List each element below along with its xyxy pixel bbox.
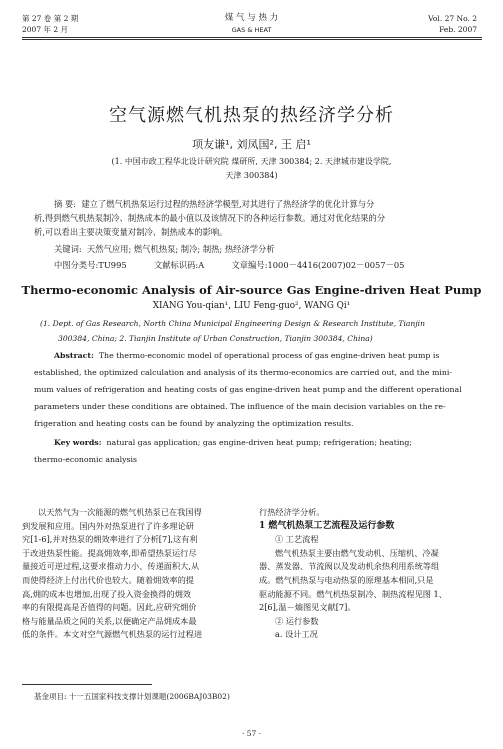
journal-volume: 第 27 卷 第 2 期 xyxy=(22,14,79,23)
body-left-column xyxy=(22,506,254,642)
body-left-line: 率的有限提高是否值得的问题。因此,应研究㶲价 xyxy=(22,602,197,613)
affiliation-en-line2: 300384, China; 2. Tianjin Institute of Urban Construction, Tianjin 300384, China) xyxy=(58,334,373,343)
journal-date: 2007 年 2 月 xyxy=(22,25,69,34)
abstract-zh-label: 摘 要: xyxy=(54,199,77,209)
clc-label: 中图分类号: xyxy=(54,260,99,270)
abstract-en-line-2: established, the optimized calculation and analysis of its thermo-economics are carried out, and the mini- xyxy=(34,368,453,377)
keywords-en-first xyxy=(54,437,474,449)
body-right-column xyxy=(259,506,491,642)
header-rule-1 xyxy=(22,37,482,38)
subsection-design-condition: a. 设计工况 xyxy=(275,629,318,640)
keywords-zh-text: 天然气应用; 燃气机热泵; 制冷; 制热; 热经济学分析 xyxy=(86,244,275,254)
abstract-zh xyxy=(54,198,454,211)
body-left-line: 高,㶲的成本也增加,出现了投入资金换得的㶲效 xyxy=(22,588,191,599)
abstract-zh-line2: 析,得到燃气机热泵制冷、制热成本的最小值以及该情况下的各种运行参数。通过对优化结果的分 xyxy=(34,213,386,223)
article-number-value: 1000－4416(2007)02－0057－05 xyxy=(267,260,405,270)
authors-zh: 项友谦¹, 刘凤国², 王 启¹ xyxy=(192,138,311,151)
keywords-zh-label: 关键词: xyxy=(54,244,82,254)
journal-volume-en: Vol. 27 No. 2 xyxy=(428,14,477,23)
abstract-zh-text-1: 建立了燃气机热泵运行过程的热经济学模型,对其进行了热经济学的优化计算与分 xyxy=(81,199,375,209)
body-right-line: 器、蒸发器、节流阀以及发动机余热利用系统等组 xyxy=(259,561,440,572)
journal-name-zh: 煤 气 与 热 力 xyxy=(224,13,279,23)
keywords-en-line-2: thermo-economic analysis xyxy=(34,455,138,464)
section-heading-1: 1 燃气机热泵工艺流程及运行参数 xyxy=(259,520,395,531)
subsection-operating-params: ② 运行参数 xyxy=(275,615,319,626)
journal-name-en: GAS & HEAT xyxy=(231,26,272,34)
paper-title-zh: 空气源燃气机热泵的热经济学分析 xyxy=(109,105,394,126)
abstract-en-line-4: parameters under these conditions are obtained. The influence of the main decision variables on the re- xyxy=(34,402,446,411)
doc-code-label: 文献标识码: xyxy=(153,260,199,270)
body-left-line: 而使得经济上付出代价也较大。随着㶲效率的提 xyxy=(22,574,194,585)
body-left-line: 格与能量品质之间的关系,以便确定产品㶲成本最 xyxy=(22,615,197,626)
article-number-label: 文章编号: xyxy=(231,260,268,270)
affiliation-zh-line2: 天津 300384) xyxy=(225,171,278,180)
funding-footnote: 基金项目: 十一五国家科技支撑计划课题(2006BAJ03B02) xyxy=(34,692,230,701)
header-rule-2 xyxy=(22,39,482,40)
page-number: · 57 · xyxy=(241,729,262,738)
affiliation-zh-line1: (1. 中国市政工程华北设计研究院 煤研所, 天津 300384; 2. 天津城市建设学院, xyxy=(111,157,392,166)
keywords-en-label: Key words: xyxy=(54,438,102,447)
body-left-line: 低的条件。本文对空气源燃气机热泵的运行过程进 xyxy=(22,629,203,640)
abstract-en-line-3: mum values of refrigeration and heating costs of gas engine-driven heat pump and the different operational xyxy=(34,385,462,394)
authors-en: XIANG You-qian¹, LIU Feng-guo², WANG Qi¹ xyxy=(152,301,351,311)
keywords-en-line-1: natural gas application; gas engine-driven heat pump; refrigeration; heating; xyxy=(106,438,412,447)
doc-code-value: A xyxy=(198,260,205,270)
abstract-en-line-1: The thermo-economic model of operational process of gas engine-driven heat pump is xyxy=(98,351,440,360)
abstract-zh-line3: 析,可以看出主要决策变量对制冷、制热成本的影响。 xyxy=(34,227,228,237)
keywords-zh xyxy=(54,243,474,256)
body-right-line: 燃气机热泵主要由燃气发动机、压缩机、冷凝 xyxy=(275,547,439,558)
body-right-line: 成。燃气机热泵与电动热泵的原理基本相同,只是 xyxy=(259,574,434,585)
clc-value: TU995 xyxy=(98,260,127,270)
classification-line xyxy=(54,259,484,272)
body-left-line: 到发展和应用。国内外对热泵进行了许多理论研 xyxy=(22,520,194,531)
body-left-line: 究[1-6],并对热泵的㶲效率进行了分析[7],这有利 xyxy=(22,534,198,545)
affiliation-en-line1: (1. Dept. of Gas Research, North China Municipal Engineering Design & Research Institute, Tianjin xyxy=(40,319,425,328)
footnote-rule xyxy=(22,684,152,685)
body-left-line: 量接近可逆过程,这要求推动力小、传递面积大,从 xyxy=(22,561,200,572)
body-right-line: 2[6],温－熵图见文献[7]。 xyxy=(259,602,356,613)
body-left-line: 以天然气为一次能源的燃气机热泵已在我国得 xyxy=(38,507,202,517)
body-right-continuation: 行热经济学分析。 xyxy=(259,507,325,517)
paper-title-en: Thermo-economic Analysis of Air-source Gas Engine-driven Heat Pump xyxy=(21,283,482,297)
abstract-en-label: Abstract: xyxy=(54,351,94,360)
body-left-line: 于改进热泵性能。提高㶲效率,即希望热泵运行尽 xyxy=(22,547,197,558)
body-right-line: 驱动能源不同。燃气机热泵制冷、制热流程见图 1、 xyxy=(259,588,447,599)
abstract-en-line-5: frigeration and heating costs can be found by analyzing the optimization results. xyxy=(34,419,354,428)
abstract-en-first xyxy=(54,350,474,362)
subsection-process-flow: ① 工艺流程 xyxy=(275,534,319,545)
journal-date-en: Feb. 2007 xyxy=(439,25,477,34)
